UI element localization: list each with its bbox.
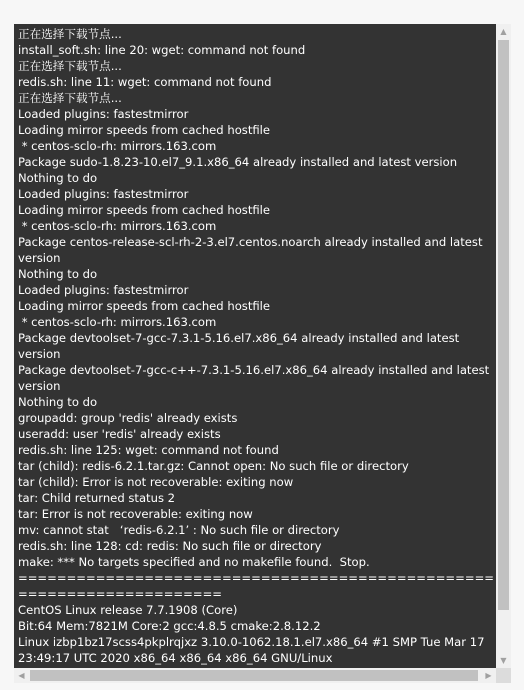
scroll-left-icon[interactable]: ◀ <box>18 670 25 680</box>
terminal-line: Package sudo-1.8.23-10.el7_9.1.x86_64 already installed and latest version <box>18 155 458 169</box>
terminal-line: ====================================================================== <box>18 571 495 601</box>
terminal-line: Loaded plugins: fastestmirror <box>18 187 189 201</box>
terminal-line: redis.sh: line 128: cd: redis: No such file or directory <box>18 539 322 553</box>
terminal-text <box>14 24 496 668</box>
terminal-line: 正在选择下载节点... <box>18 59 122 73</box>
vertical-scroll-thumb[interactable] <box>498 40 509 610</box>
terminal-line: Package centos-release-scl-rh-2-3.el7.centos.noarch already installed and latest version <box>18 235 487 265</box>
terminal-line: useradd: user 'redis' already exists <box>18 427 221 441</box>
scroll-right-icon[interactable]: ▶ <box>485 670 492 680</box>
terminal-line: Nothing to do <box>18 395 98 409</box>
terminal-line: make: *** No targets specified and no makefile found. Stop. <box>18 555 370 569</box>
terminal-line: redis.sh: line 125: wget: command not found <box>18 443 279 457</box>
terminal-line: groupadd: group 'redis' already exists <box>18 411 238 425</box>
terminal-line: * centos-sclo-rh: mirrors.163.com <box>18 315 217 329</box>
vertical-scrollbar[interactable] <box>496 24 511 668</box>
terminal-line: tar (child): Error is not recoverable: exiting now <box>18 475 294 489</box>
terminal-line: install_soft.sh: line 20: wget: command not found <box>18 43 306 57</box>
terminal-output[interactable] <box>14 24 496 668</box>
terminal-line: Loading mirror speeds from cached hostfile <box>18 203 271 217</box>
terminal-line: tar: Child returned status 2 <box>18 491 176 505</box>
scrollbar-corner <box>496 668 511 683</box>
horizontal-scroll-thumb[interactable] <box>30 670 478 681</box>
terminal-line: Nothing to do <box>18 267 98 281</box>
terminal-line: Nothing to do <box>18 171 98 185</box>
terminal-line: redis.sh: line 11: wget: command not found <box>18 75 272 89</box>
terminal-line: * centos-sclo-rh: mirrors.163.com <box>18 219 217 233</box>
terminal-line: Loading mirror speeds from cached hostfile <box>18 299 271 313</box>
terminal-line: Bit:64 Mem:7821M Core:2 gcc:4.8.5 cmake:2.8.12.2 <box>18 619 321 633</box>
terminal-line: Loading mirror speeds from cached hostfile <box>18 123 271 137</box>
scroll-down-icon[interactable]: ▼ <box>500 655 507 665</box>
terminal-line: Package devtoolset-7-gcc-c++-7.3.1-5.16.el7.x86_64 already installed and latest version <box>18 363 493 393</box>
terminal-line: tar: Error is not recoverable: exiting now <box>18 507 253 521</box>
scroll-up-icon[interactable]: ▲ <box>500 26 507 36</box>
terminal-line: Linux izbp1bz17scss4pkplrqjxz 3.10.0-1062.18.1.el7.x86_64 #1 SMP Tue Mar 17 23:49:17 UTC 2020 x86_64 x86_64 x86_64 GNU/Linux <box>18 635 489 665</box>
terminal-line: Loaded plugins: fastestmirror <box>18 283 189 297</box>
terminal-line: Loaded plugins: fastestmirror <box>18 107 189 121</box>
terminal-line: CentOS Linux release 7.7.1908 (Core) <box>18 603 238 617</box>
terminal-line: * centos-sclo-rh: mirrors.163.com <box>18 139 217 153</box>
terminal-line: 正在选择下载节点... <box>18 91 122 105</box>
terminal-line: 正在选择下载节点... <box>18 27 122 41</box>
terminal-line: mv: cannot stat ‘redis-6.2.1’ : No such file or directory <box>18 523 340 537</box>
horizontal-scrollbar[interactable] <box>14 668 496 683</box>
terminal-line: Package devtoolset-7-gcc-7.3.1-5.16.el7.x86_64 already installed and latest version <box>18 331 463 361</box>
terminal-line: tar (child): redis-6.2.1.tar.gz: Cannot open: No such file or directory <box>18 459 409 473</box>
